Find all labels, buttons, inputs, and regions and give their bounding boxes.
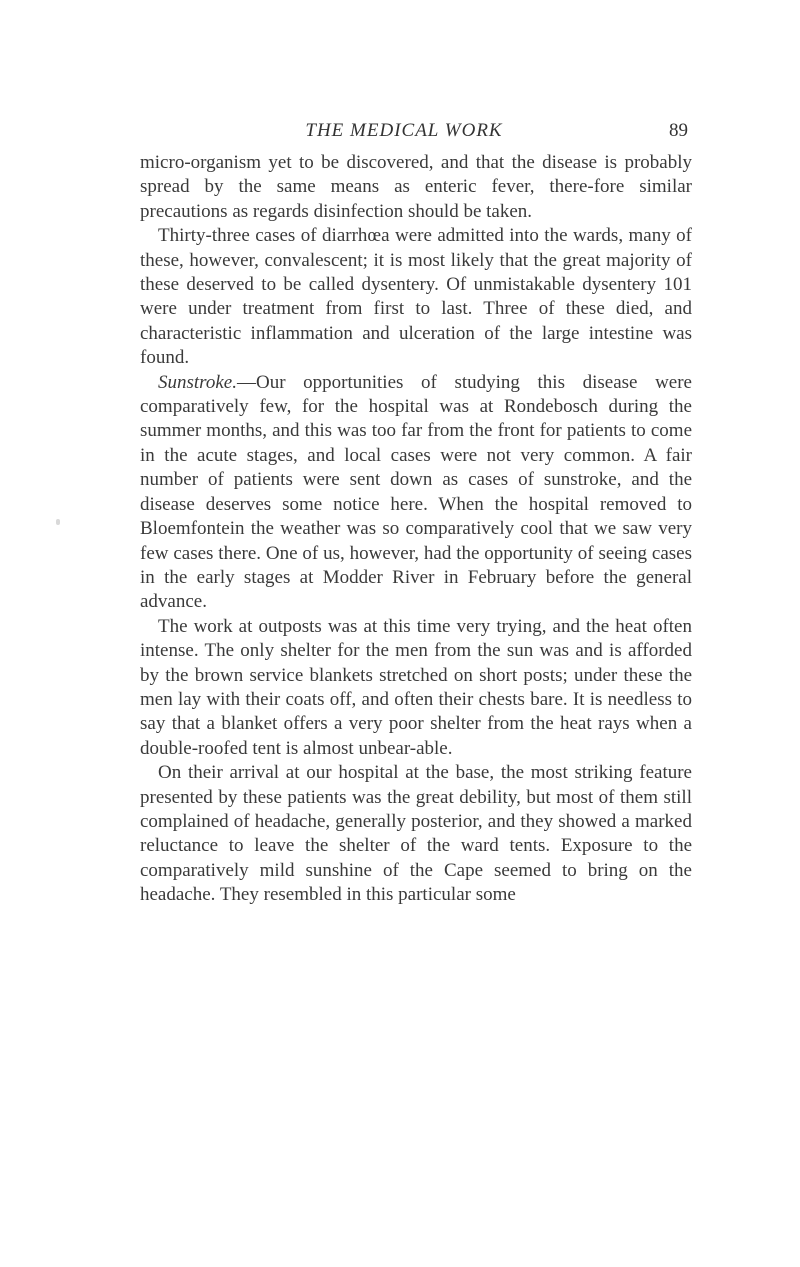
paragraph-4: The work at outposts was at this time very trying, and the heat often intense. The only shelter for the men from the sun was and is afforded by the brown service blankets stretched on short posts; under these the men lay with their coats off, and often their chests bare. It is needless to say that a blanket offers a very poor shelter from the heat rays when a double-roofed tent is almost unbear-able.: [140, 615, 692, 759]
paragraph-2: Thirty-three cases of diarrhœa were admitted into the wards, many of these, however, convalescent; it is most likely that the great majority of these deserved to be called dysentery. Of unmistakable dysentery 101 were under treatment from first to last. Three of these died, and characteristic inflammation and ulceration of the large intestine was found.: [140, 225, 692, 369]
body-text: [140, 151, 692, 908]
paragraph-3-text: —Our opportunities of studying this disease were comparatively few, for the hospital was at Rondebosch during the summer months, and this was too far from the front for patients to come in the acute stages, and local cases were not very common. A fair number of patients were sent down as cases of sunstroke, and the disease deserves some notice here. When the hospital removed to Bloemfontein the weather was so comparatively cool that we saw very few cases there. One of us, however, had the opportunity of seeing cases in the early stages at Modder River in February before the general advance.: [140, 371, 692, 613]
paragraph-5: On their arrival at our hospital at the base, the most striking feature presented by these patients was the great debility, but most of them still complained of headache, generally posterior, and they showed a marked reluctance to leave the shelter of the ward tents. Exposure to the comparatively mild sunshine of the Cape seemed to bring on the headache. They resembled in this particular some: [140, 762, 692, 906]
page-number: 89: [669, 120, 688, 141]
paragraph-3: [140, 371, 692, 615]
running-title: THE MEDICAL WORK: [305, 120, 503, 141]
paragraph-1: micro-organism yet to be discovered, and that the disease is probably spread by the same means as enteric fever, there-fore similar precautions as regards disinfection should be taken.: [140, 152, 692, 222]
section-heading-sunstroke: Sunstroke.: [158, 371, 237, 393]
print-speck: [56, 519, 60, 525]
